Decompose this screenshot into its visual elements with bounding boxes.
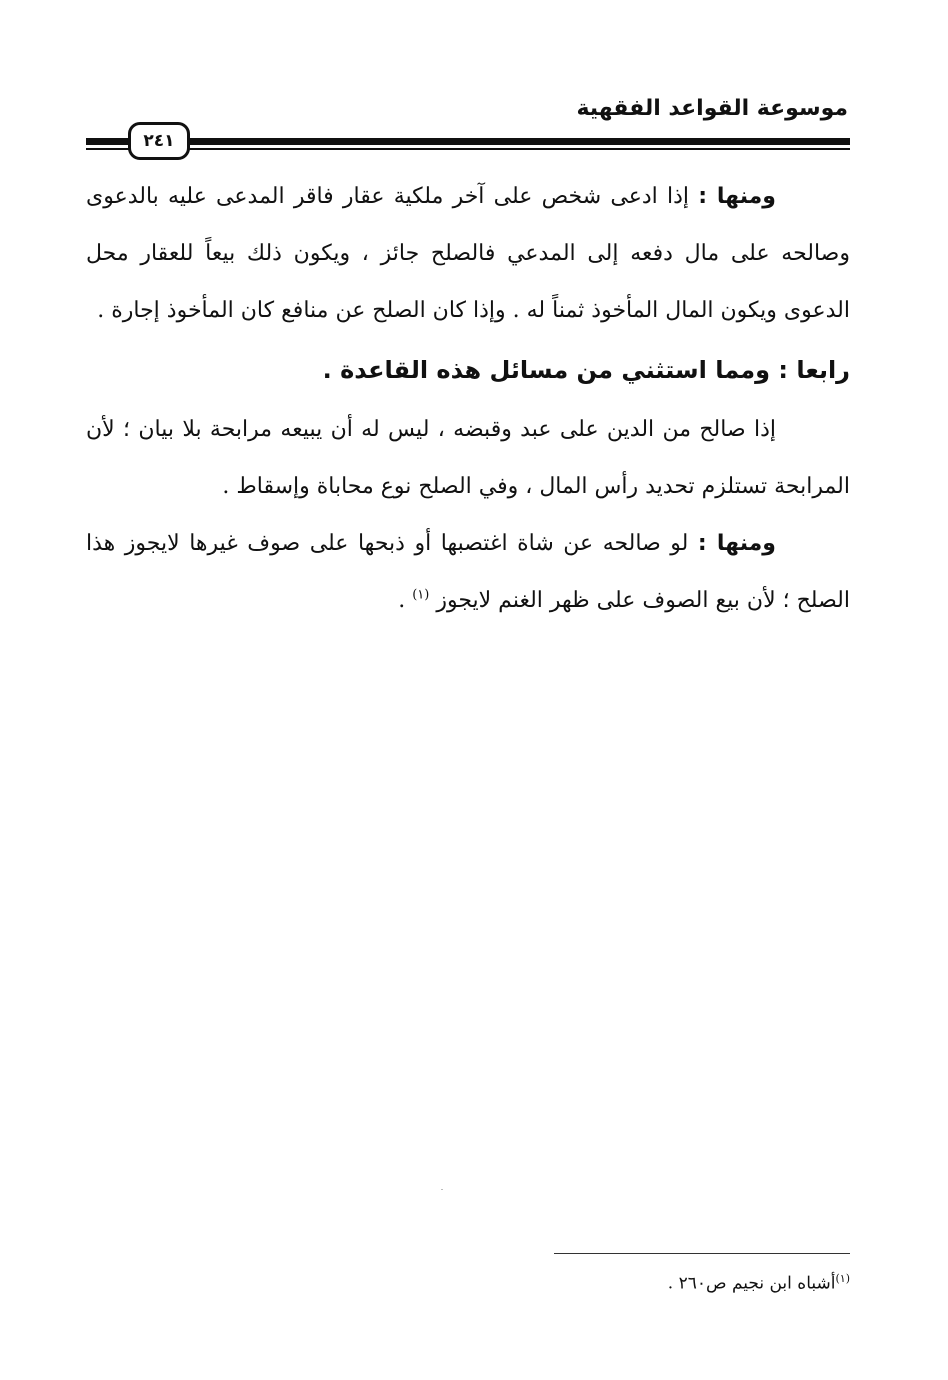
paragraph-2-text: إذا صالح من الدين على عبد وقبضه ، ليس له أن يبيعه مرابحة بلا بيان ؛ لأن المرابحة تستلزم تحديد رأس المال ، وفي الصلح نوع محاباة وإسقاط . [86,417,850,499]
paragraph-1-text: إذا ادعى شخص على آخر ملكية عقار فاقر المدعى عليه بالدعوى وصالحه على مال دفعه إلى المدعي فالصلح جائز ، ويكون ذلك بيعاً للعقار محل الدعوى ويكون المال المأخوذ ثمناً له . وإذا كان الصلح عن منافع كان المأخوذ إجارة . [86,184,850,323]
paragraph-3-end: . [398,588,406,613]
footnote-1-marker: (١) [835,1272,850,1285]
running-title: موسوعة القواعد الفقهية [576,96,848,121]
footnote-1 [668,1272,850,1294]
header-rule-thin [86,148,850,150]
paragraph-3-lead: ومنها : [697,531,776,556]
paragraph-1-lead: ومنها : [698,184,776,209]
body-text [86,168,850,629]
paragraph-3 [86,515,850,629]
scan-speck [441,1189,443,1190]
section-heading: رابعا : ومما استثني من مسائل هذه القاعدة . [322,356,850,384]
header-rule-thick [86,138,850,145]
footnote-separator [554,1253,850,1254]
footnote-1-text: أشباه ابن نجيم ص٢٦٠ . [667,1273,836,1294]
paragraph-1 [86,168,850,339]
paragraph-3-text: لو صالحه عن شاة اغتصبها أو ذبحها على صوف غيرها لايجوز هذا الصلح ؛ لأن بيع الصوف على ظهر الغنم لايجوز [86,531,850,613]
footnote-reference[interactable]: (١) [412,587,430,603]
page-number: ٢٤١ [128,122,190,160]
paragraph-2 [86,401,850,515]
